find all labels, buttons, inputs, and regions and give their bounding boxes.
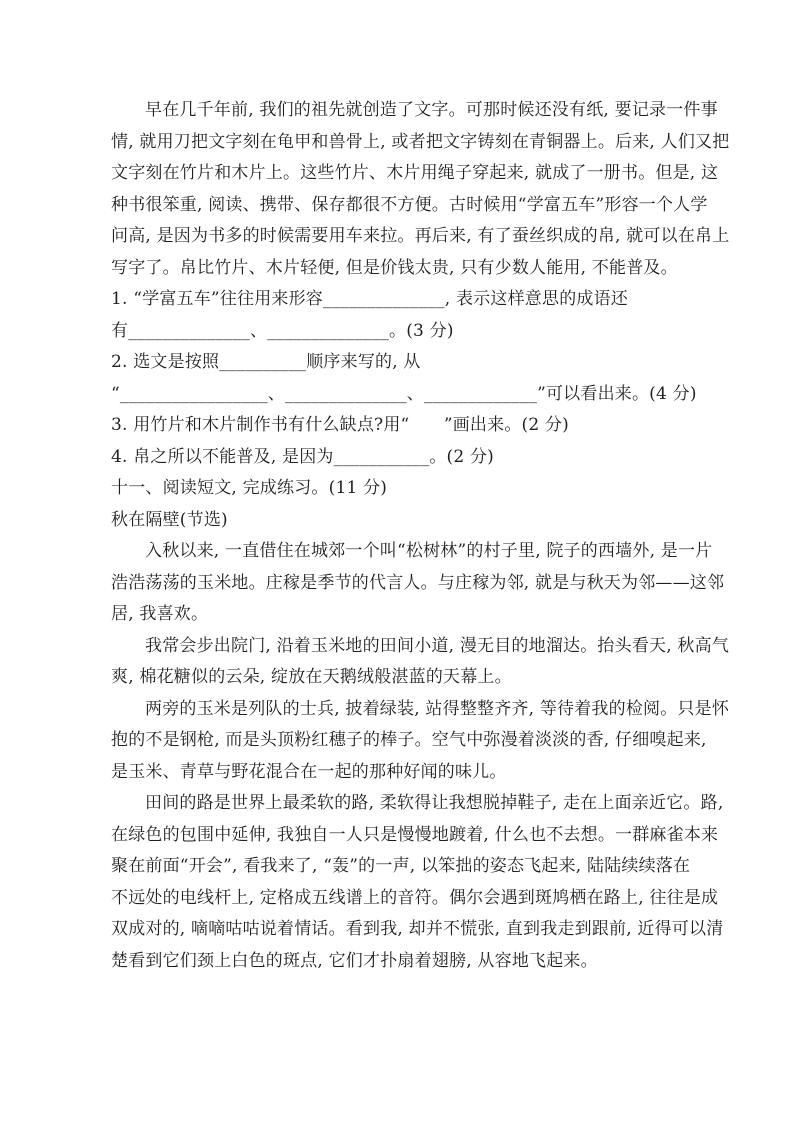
question-2-line-1: 2. 选文是按照__________顺序来写的, 从 — [111, 352, 421, 372]
section-11-heading-line-1: 十一、阅读短文, 完成练习。(11 分) — [111, 478, 388, 498]
question-1-line-2: 有______________、______________。(3 分) — [111, 320, 454, 341]
passage-paragraph-3-line-3: 是玉米、青草与野花混合在一起的那种好闻的味儿。 — [111, 761, 507, 782]
passage-paragraph-4-line-2: 在绿色的包围中延伸, 我独自一人只是慢慢地踱着, 什么也不去想。一群麻雀本来 — [111, 824, 719, 845]
passage-paragraph-2-line-1: 我常会步出院门, 沿着玉米地的田间小道, 漫无目的地溜达。抬头看天, 秋高气 — [145, 635, 730, 656]
intro-paragraph-line-6: 写字了。帛比竹片、木片轻便, 但是价钱太贵, 只有少数人能用, 不能普及。 — [111, 257, 678, 278]
passage-paragraph-4-line-1: 田间的路是世界上最柔软的路, 柔软得让我想脱掉鞋子, 走在上面亲近它。路, — [145, 793, 724, 813]
passage-title-line-1: 秋在隔壁(节选) — [111, 509, 228, 530]
passage-paragraph-1-line-3: 居, 我喜欢。 — [111, 604, 209, 624]
intro-paragraph-line-2: 情, 就用刀把文字刻在龟甲和兽骨上, 或者把文字铸刻在青铜器上。后来, 人们又把 — [111, 131, 730, 152]
question-1 — [111, 284, 715, 347]
passage-paragraph-2-line-2: 爽, 棉花糖似的云朵, 绽放在天鹅绒般湛蓝的天幕上。 — [111, 667, 512, 687]
intro-paragraph — [111, 95, 730, 284]
question-1-line-1: 1. “学富五车”往往用来形容______________, 表示这样意思的成语还 — [111, 289, 629, 309]
passage-paragraph-1-line-1: 入秋以来, 一直借住在城郊一个叫“松树林”的村子里, 院子的西墙外, 是一片 — [145, 541, 713, 561]
passage-paragraph-2 — [111, 631, 730, 694]
intro-paragraph-line-4: 种书很笨重, 阅读、携带、保存都很不方便。古时候用“学富五车”形容一个人学 — [111, 194, 708, 215]
question-2 — [111, 347, 715, 410]
question-4-line-1: 4. 帛之所以不能普及, 是因为___________。(2 分) — [111, 446, 495, 467]
section-11-heading — [111, 473, 715, 505]
passage-paragraph-3 — [111, 694, 730, 789]
passage-title — [111, 505, 715, 537]
passage-paragraph-3-line-2: 抱的不是钢枪, 而是头顶粉红穗子的棒子。空气中弥漫着淡淡的香, 仔细嗅起来, — [111, 730, 707, 750]
passage-paragraph-4-line-4: 不远处的电线杆上, 定格成五线谱上的音符。偶尔会遇到斑鸠栖在路上, 往往是成 — [111, 887, 719, 908]
question-3-line-1: 3. 用竹片和木片制作书有什么缺点?用“ ”画出来。(2 分) — [111, 415, 570, 435]
passage-paragraph-4-line-6: 楚看到它们颈上白色的斑点, 它们才扑扇着翅膀, 从容地飞起来。 — [111, 950, 598, 971]
passage-paragraph-1-line-2: 浩浩荡荡的玉米地。庄稼是季节的代言人。与庄稼为邻, 就是与秋天为邻——这邻 — [111, 572, 725, 593]
intro-paragraph-line-1: 早在几千年前, 我们的祖先就创造了文字。可那时候还没有纸, 要记录一件事 — [145, 100, 718, 120]
question-2-line-2: “_________________、______________、_____________”可以看出来。(4 分) — [111, 383, 697, 404]
passage-paragraph-4-line-3: 聚在前面“开会”, 看我来了, “轰”的一声, 以笨拙的姿态飞起来, 陆陆续续落在 — [111, 856, 691, 876]
passage-paragraph-4 — [111, 788, 724, 977]
passage-paragraph-4-line-5: 双成对的, 嘀嘀咕咕说着情话。看到我, 却并不慌张, 直到我走到跟前, 近得可以清 — [111, 919, 724, 939]
intro-paragraph-line-5: 问高, 是因为书多的时候需要用车来拉。再后来, 有了蚕丝织成的帛, 就可以在帛上 — [111, 226, 730, 246]
passage-paragraph-3-line-1: 两旁的玉米是列队的士兵, 披着绿装, 站得整整齐齐, 等待着我的检阅。只是怀 — [145, 698, 730, 719]
passage-paragraph-1 — [111, 536, 725, 631]
intro-paragraph-line-3: 文字刻在竹片和木片上。这些竹片、木片用绳子穿起来, 就成了一册书。但是, 这 — [111, 163, 719, 183]
question-4 — [111, 442, 715, 474]
question-3 — [111, 410, 715, 442]
